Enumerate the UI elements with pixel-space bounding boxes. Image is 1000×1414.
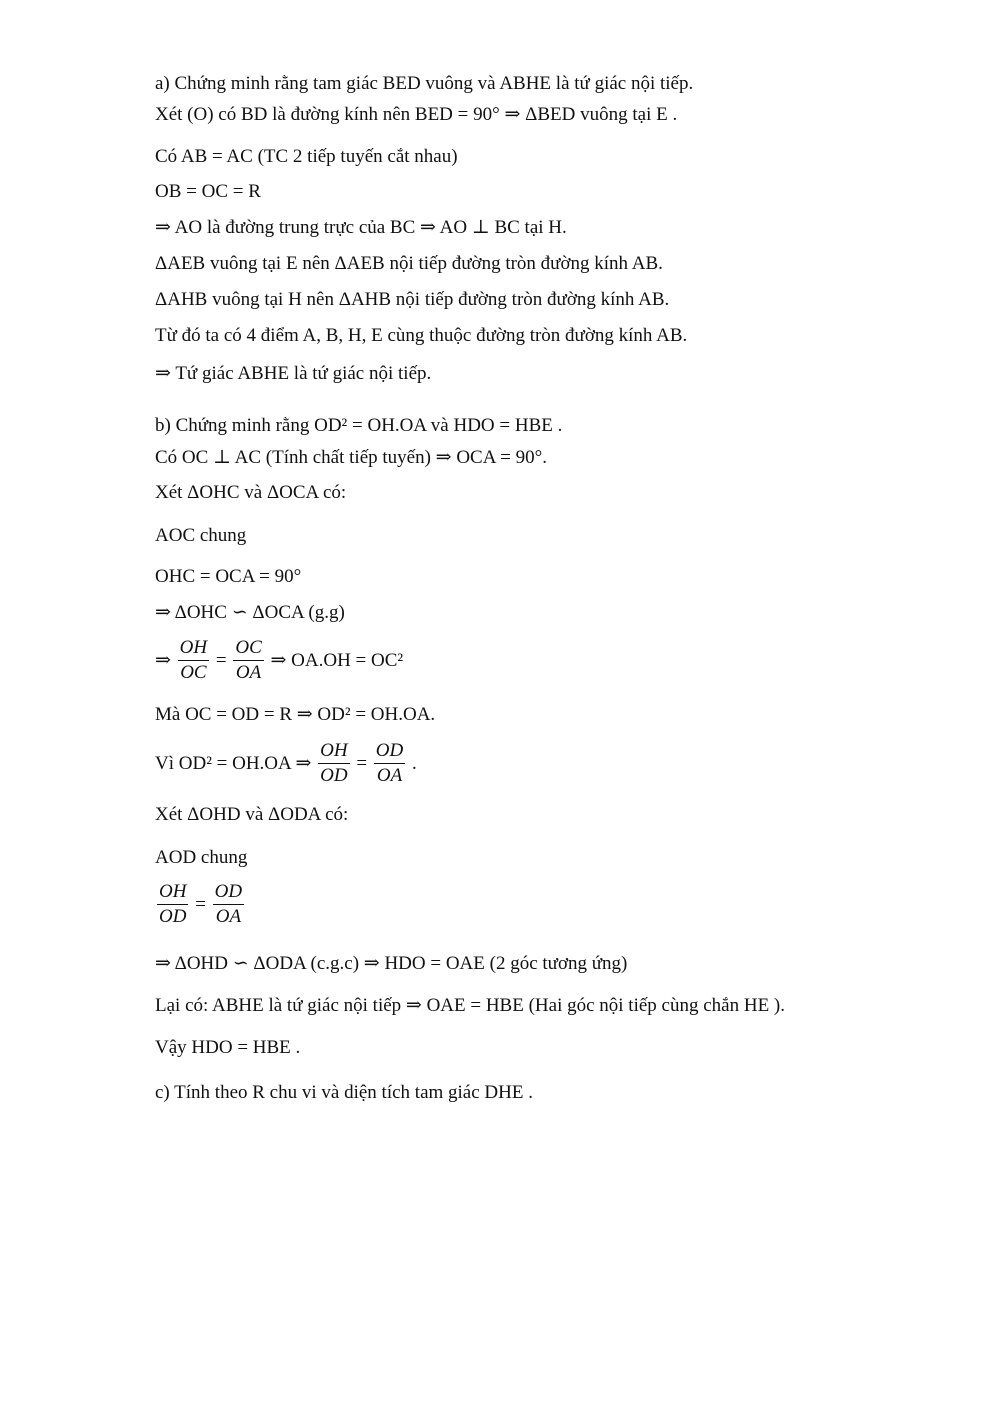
implies-sign: ⇒: [155, 649, 171, 671]
fraction-numerator: OH: [157, 880, 188, 905]
part-a-heading: a) Chứng minh rằng tam giác BED vuông và ABHE là tứ giác nội tiếp.: [155, 73, 694, 94]
part-a-line-7: Từ đó ta có 4 điểm A, B, H, E cùng thuộc đường tròn đường kính AB.: [155, 325, 688, 346]
fraction-denominator: OC: [180, 662, 207, 683]
part-c-heading: c) Tính theo R chu vi và diện tích tam giác DHE .: [155, 1082, 533, 1103]
fraction-denominator: OA: [215, 906, 242, 927]
equals-sign: =: [215, 649, 227, 671]
part-b-line-7: Mà OC = OD = R ⇒ OD² = OH.OA.: [155, 704, 436, 725]
part-b-line-9: Xét ΔOHD và ΔODA có:: [155, 804, 349, 825]
fraction-od-oa: [213, 880, 244, 929]
fraction-numerator: OD: [213, 880, 244, 905]
part-b-line-12: ⇒ ΔOHD ∽ ΔODA (c.g.c) ⇒ HDO = OAE (2 góc tương ứng): [155, 953, 628, 974]
part-b-line-6: [155, 636, 403, 685]
equals-sign: =: [356, 752, 368, 774]
fraction-oc-oa: [233, 636, 263, 685]
part-b-line-14: Vậy HDO = HBE .: [155, 1037, 301, 1058]
part-a-line-1: Xét (O) có BD là đường kính nên BED = 90° ⇒ ΔBED vuông tại E .: [155, 104, 678, 125]
fraction-oh-oc: [178, 636, 209, 685]
fraction-oh-od: [318, 739, 349, 788]
fraction-numerator: OH: [178, 636, 209, 661]
part-a-line-8: ⇒ Tứ giác ABHE là tứ giác nội tiếp.: [155, 363, 432, 384]
part-b-line-3: AOC chung: [155, 525, 247, 546]
period: .: [412, 752, 417, 774]
fraction-denominator: OD: [320, 765, 348, 786]
fraction-denominator: OA: [376, 765, 403, 786]
part-b-line-1: Có OC ⊥ AC (Tính chất tiếp tuyến) ⇒ OCA = 90°.: [155, 447, 547, 468]
fraction-numerator: OD: [374, 739, 405, 764]
fraction-numerator: OH: [318, 739, 349, 764]
part-a-line-3: OB = OC = R: [155, 181, 261, 202]
part-b-heading: b) Chứng minh rằng OD² = OH.OA và HDO = HBE .: [155, 415, 563, 436]
part-a-line-4: ⇒ AO là đường trung trực của BC ⇒ AO ⊥ BC tại H.: [155, 217, 567, 238]
part-b-line-4: OHC = OCA = 90°: [155, 566, 302, 587]
equation-result: ⇒ OA.OH = OC²: [270, 649, 404, 671]
fraction-numerator: OC: [233, 636, 263, 661]
equals-sign: =: [195, 893, 206, 915]
part-a-line-6: ΔAHB vuông tại H nên ΔAHB nội tiếp đường tròn đường kính AB.: [155, 289, 670, 310]
part-a-line-2: Có AB = AC (TC 2 tiếp tuyến cắt nhau): [155, 146, 458, 167]
fraction-od-oa: [374, 739, 405, 788]
part-b-line-2: Xét ΔOHC và ΔOCA có:: [155, 482, 347, 503]
part-b-line-10: AOD chung: [155, 847, 248, 868]
fraction-denominator: OA: [235, 662, 262, 683]
fraction-oh-od: [157, 880, 188, 929]
part-b-line-5: ⇒ ΔOHC ∽ ΔOCA (g.g): [155, 602, 345, 623]
part-b-line-8: [155, 739, 417, 788]
fraction-denominator: OD: [159, 906, 187, 927]
part-b-line-13: Lại có: ABHE là tứ giác nội tiếp ⇒ OAE = HBE (Hai góc nội tiếp cùng chắn HE ).: [155, 995, 786, 1016]
line-prefix: Vì OD² = OH.OA ⇒: [155, 752, 312, 774]
part-b-line-11: [155, 880, 246, 929]
part-a-line-5: ΔAEB vuông tại E nên ΔAEB nội tiếp đường tròn đường kính AB.: [155, 253, 663, 274]
